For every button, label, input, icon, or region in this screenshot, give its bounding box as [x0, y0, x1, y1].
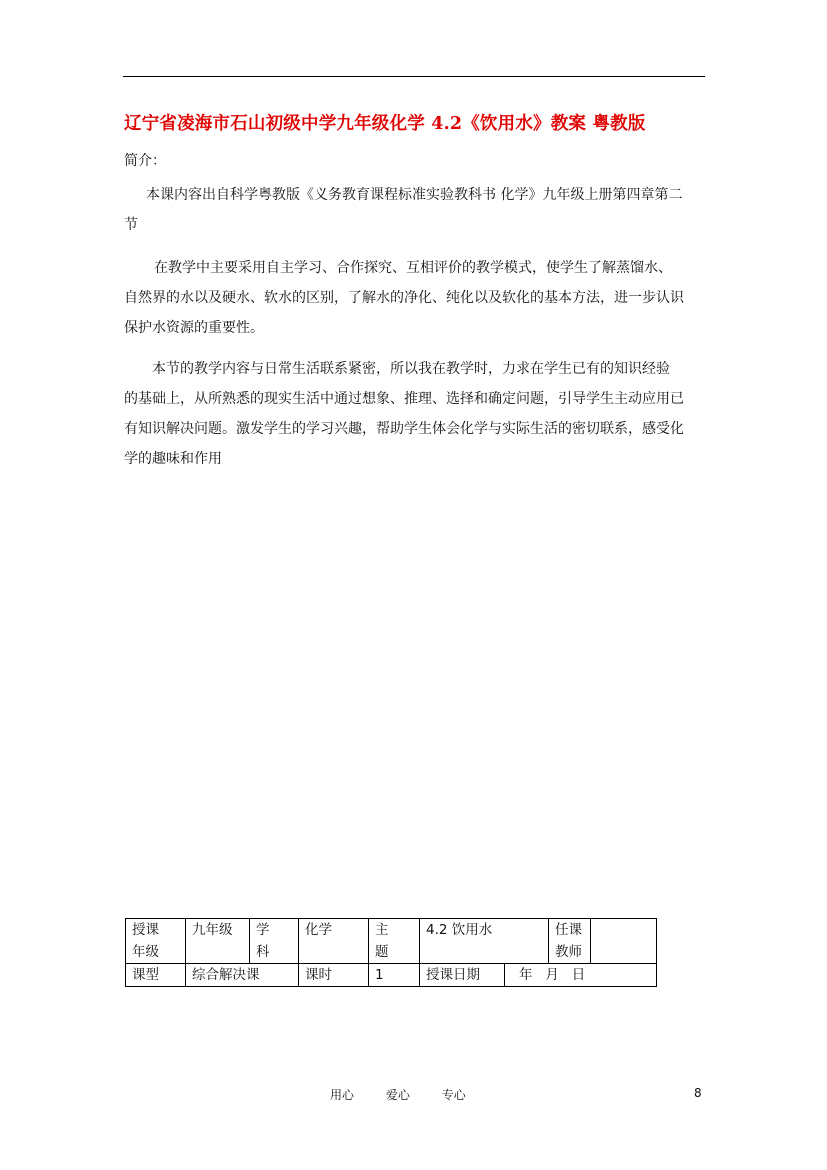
grade-label-cell — [126, 919, 186, 964]
teacher-label-line: 任课 — [555, 922, 582, 938]
paragraph-line: 的基础上，从所熟悉的现实生活中通过想象、推理、选择和确定问题，引导学生主动应用已 — [124, 391, 684, 407]
hours-label: 课时 — [299, 964, 369, 987]
footer-motto: 专心 — [441, 1088, 466, 1102]
paragraph-line: 本课内容出自科学粤教版《义务教育课程标准实验教科书 化学》九年级上册第四章第二 — [146, 187, 683, 203]
page-number: 8 — [694, 1086, 702, 1100]
date-label: 授课日期 — [420, 964, 505, 987]
paragraph-line: 有知识解决问题。激发学生的学习兴趣，帮助学生体会化学与实际生活的密切联系，感受化 — [124, 421, 684, 437]
subject-value: 化学 — [299, 919, 369, 964]
teacher-label-cell — [549, 919, 591, 964]
topic-label-cell — [369, 919, 420, 964]
intro-paragraph-2 — [124, 253, 708, 343]
grade-value: 九年级 — [186, 919, 250, 964]
document-title: 辽宁省凌海市石山初级中学九年级化学 4.2《饮用水》教案 粤教版 — [124, 114, 646, 134]
topic-label-line: 题 — [375, 944, 389, 960]
paragraph-line: 自然界的水以及硬水、软水的区别，了解水的净化、纯化以及软化的基本方法，进一步认识 — [124, 290, 684, 306]
footer-motto: 爱心 — [385, 1088, 410, 1102]
footer-motto: 用心 — [330, 1088, 355, 1102]
intro-paragraph-3 — [124, 354, 708, 474]
header-rule — [123, 76, 705, 77]
grade-label-line: 授课 — [132, 922, 159, 938]
date-value-text: 年 月 日 — [519, 967, 586, 983]
teacher-value — [591, 919, 657, 964]
course-info-table — [125, 918, 657, 987]
topic-label-line: 主 — [375, 922, 389, 938]
subject-label-line: 科 — [256, 944, 270, 960]
intro-paragraph-1 — [124, 180, 708, 240]
paragraph-line: 本节的教学内容与日常生活联系紧密，所以我在教学时，力求在学生已有的知识经验 — [152, 361, 670, 377]
paragraph-line: 节 — [124, 217, 138, 233]
subject-label-line: 学 — [256, 922, 270, 938]
paragraph-line: 学的趣味和作用 — [124, 451, 222, 467]
paragraph-line: 在教学中主要采用自主学习、合作探究、互相评价的教学模式，使学生了解蒸馏水、 — [154, 260, 672, 276]
grade-label-line: 年级 — [132, 944, 159, 960]
footer-mottos — [330, 1086, 494, 1103]
date-value — [505, 964, 657, 987]
intro-label: 简介： — [124, 153, 166, 169]
teacher-label-line: 教师 — [555, 944, 582, 960]
paragraph-line: 保护水资源的重要性。 — [124, 320, 264, 336]
topic-value: 4.2 饮用水 — [420, 919, 549, 964]
hours-value: 1 — [369, 964, 420, 987]
type-value: 综合解决课 — [186, 964, 299, 987]
subject-label-cell — [250, 919, 299, 964]
type-label: 课型 — [126, 964, 186, 987]
